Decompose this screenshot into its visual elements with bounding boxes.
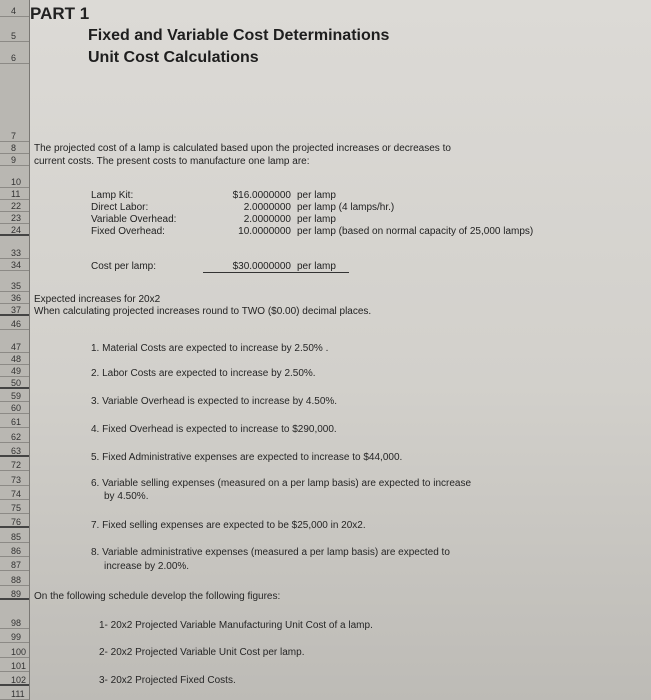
row-number[interactable]: 7 — [0, 131, 29, 142]
row-number[interactable]: 100 — [0, 647, 29, 658]
cost-label: Variable Overhead: — [91, 214, 177, 225]
row-number[interactable]: 60 — [0, 403, 29, 414]
row-number[interactable]: 63 — [0, 446, 29, 457]
page-title: Fixed and Variable Cost Determinations — [88, 27, 390, 44]
cost-note: per lamp — [297, 214, 336, 225]
row-number[interactable]: 98 — [0, 618, 29, 629]
row-number[interactable]: 61 — [0, 417, 29, 428]
increase-item: 3. Variable Overhead is expected to increase by 4.50%. — [91, 396, 338, 407]
increase-item: 2. Labor Costs are expected to increase by 2.50%. — [91, 368, 316, 379]
schedule-figure: 1- 20x2 Projected Variable Manufacturing Unit Cost of a lamp. — [99, 620, 373, 631]
row-number[interactable]: 47 — [0, 342, 29, 353]
row-number[interactable]: 22 — [0, 201, 29, 212]
cost-value: 2.0000000 — [243, 214, 291, 225]
increase-item: 4. Fixed Overhead is expected to increase to $290,000. — [91, 424, 337, 435]
row-number-column — [0, 0, 30, 700]
total-double-underline-top — [203, 272, 349, 273]
row-number[interactable]: 76 — [0, 517, 29, 528]
increase-item-continued: increase by 2.00%. — [104, 561, 190, 572]
row-number[interactable]: 74 — [0, 489, 29, 500]
row-number[interactable]: 49 — [0, 366, 29, 377]
row-number[interactable]: 59 — [0, 391, 29, 402]
row-number[interactable]: 23 — [0, 213, 29, 224]
row-number[interactable]: 6 — [0, 53, 29, 64]
row-number[interactable]: 34 — [0, 260, 29, 271]
row-number[interactable]: 50 — [0, 378, 29, 389]
row-number[interactable]: 8 — [0, 143, 29, 154]
cost-label: Lamp Kit: — [91, 190, 134, 201]
row-number[interactable]: 111 — [0, 689, 29, 700]
row-number[interactable]: 88 — [0, 575, 29, 586]
cost-value: 2.0000000 — [243, 202, 291, 213]
cost-label: Fixed Overhead: — [91, 226, 165, 237]
row-number[interactable]: 24 — [0, 225, 29, 236]
row-number[interactable]: 72 — [0, 460, 29, 471]
increase-item: 8. Variable administrative expenses (measured a per lamp basis) are expected to — [91, 547, 450, 558]
row-number[interactable]: 73 — [0, 475, 29, 486]
cost-note: per lamp (based on normal capacity of 25,000 lamps) — [297, 226, 534, 237]
cost-value: 10.0000000 — [238, 226, 291, 237]
total-value: $30.0000000 — [232, 261, 291, 272]
schedule-figure: 3- 20x2 Projected Fixed Costs. — [99, 675, 236, 686]
row-number[interactable]: 87 — [0, 560, 29, 571]
page-subtitle: Unit Cost Calculations — [88, 49, 259, 66]
cost-value: $16.0000000 — [232, 190, 291, 201]
row-number[interactable]: 85 — [0, 532, 29, 543]
row-number[interactable]: 10 — [0, 177, 29, 188]
row-number[interactable]: 75 — [0, 503, 29, 514]
increase-item: 7. Fixed selling expenses are expected to be $25,000 in 20x2. — [91, 520, 366, 531]
row-number[interactable]: 99 — [0, 632, 29, 643]
row-number[interactable]: 102 — [0, 675, 29, 686]
row-number[interactable]: 46 — [0, 319, 29, 330]
rounding-instruction: When calculating projected increases round to TWO ($0.00) decimal places. — [34, 306, 372, 317]
cost-label: Direct Labor: — [91, 202, 149, 213]
row-number[interactable]: 5 — [0, 31, 29, 42]
increase-item: 5. Fixed Administrative expenses are expected to increase to $44,000. — [91, 452, 403, 463]
schedule-figure: 2- 20x2 Projected Variable Unit Cost per lamp. — [99, 647, 305, 658]
total-label: Cost per lamp: — [91, 261, 157, 272]
row-number[interactable]: 37 — [0, 305, 29, 316]
row-number[interactable]: 62 — [0, 432, 29, 443]
intro-line-2: current costs. The present costs to manufacture one lamp are: — [34, 156, 310, 167]
cost-note: per lamp — [297, 190, 336, 201]
row-number[interactable]: 33 — [0, 248, 29, 259]
row-number[interactable]: 101 — [0, 661, 29, 672]
increase-item: 6. Variable selling expenses (measured on a per lamp basis) are expected to increase — [91, 478, 472, 489]
row-number[interactable]: 11 — [0, 189, 29, 200]
row-number[interactable]: 48 — [0, 354, 29, 365]
increase-item: 1. Material Costs are expected to increase by 2.50% . — [91, 343, 329, 354]
row-number[interactable]: 35 — [0, 281, 29, 292]
part-label: PART 1 — [30, 4, 90, 23]
expected-heading: Expected increases for 20x2 — [34, 294, 161, 305]
increase-item-continued: by 4.50%. — [104, 491, 149, 502]
row-number[interactable]: 4 — [0, 6, 29, 17]
row-number[interactable]: 86 — [0, 546, 29, 557]
row-number[interactable]: 89 — [0, 589, 29, 600]
schedule-heading: On the following schedule develop the following figures: — [34, 591, 281, 602]
total-note: per lamp — [297, 261, 336, 272]
row-number[interactable]: 36 — [0, 293, 29, 304]
row-number[interactable]: 9 — [0, 155, 29, 166]
cost-note: per lamp (4 lamps/hr.) — [297, 202, 395, 213]
intro-line-1: The projected cost of a lamp is calculated based upon the projected increases or decreases to — [34, 143, 451, 154]
